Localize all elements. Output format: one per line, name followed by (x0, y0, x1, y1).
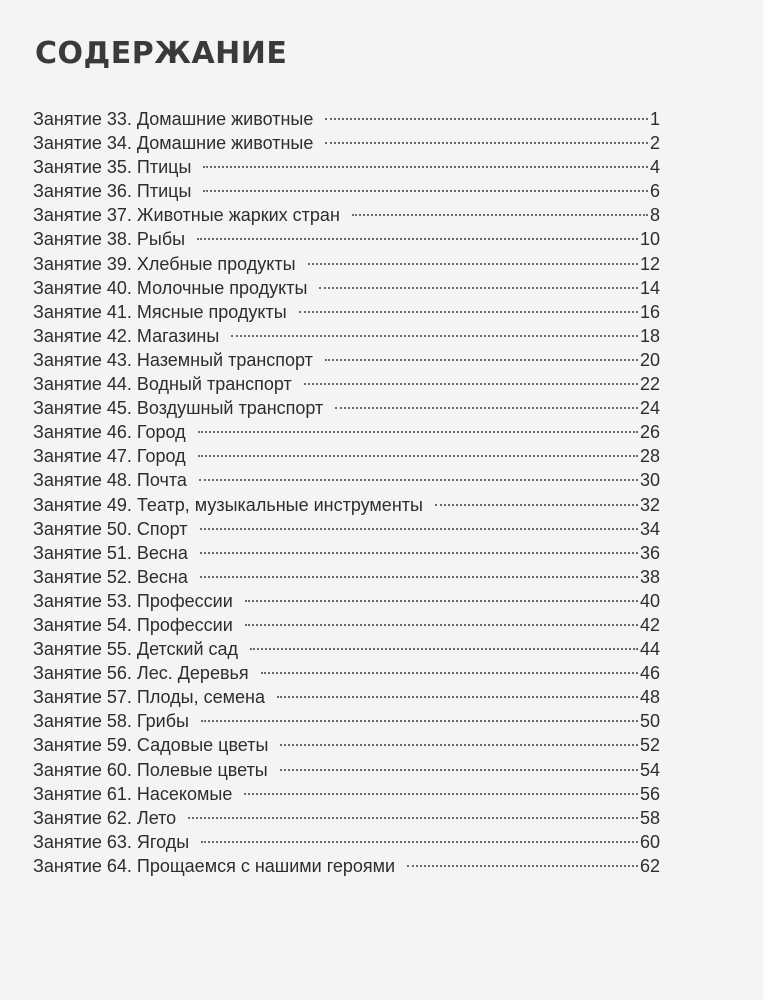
dot-leader (245, 600, 638, 602)
toc-entry (33, 517, 660, 541)
toc-entry-page-number: 6 (649, 181, 660, 202)
dot-leader (201, 841, 638, 843)
toc-entry (33, 589, 660, 613)
toc-entry-title: Занятие 57. Плоды, семена (33, 687, 265, 708)
toc-entry-page-number: 4 (649, 157, 660, 178)
toc-entry (33, 348, 660, 372)
toc-entry-page-number: 50 (639, 711, 660, 732)
dot-leader (199, 479, 638, 481)
toc-entry-title: Занятие 33. Домашние животные (33, 109, 314, 129)
toc-entry-page-number: 36 (639, 542, 660, 563)
toc-entry (33, 806, 660, 830)
toc-entry-page-number: 20 (639, 349, 660, 370)
toc-entry-title: Занятие 41. Мясные продукты (33, 301, 287, 322)
toc-entry-page-number: 40 (639, 590, 660, 611)
page-title: СОДЕРЖАНИЕ (35, 36, 288, 71)
toc-entry (33, 565, 660, 589)
toc-entry (33, 661, 660, 685)
toc-entry (33, 733, 660, 757)
toc-entry-page-number: 16 (639, 301, 660, 322)
toc-entry (33, 709, 660, 733)
toc-entry-page-number: 8 (649, 205, 660, 226)
toc-entry (33, 396, 660, 420)
dot-leader (200, 528, 638, 530)
toc-entry (33, 830, 660, 854)
toc-entry-title: Занятие 56. Лес. Деревья (33, 663, 249, 684)
toc-entry-page-number: 14 (639, 277, 660, 298)
dot-leader (198, 455, 638, 457)
toc-entry-title: Занятие 51. Весна (33, 542, 188, 563)
toc-entry (33, 493, 660, 517)
toc-entry-title: Занятие 61. Насекомые (33, 783, 233, 804)
toc-entry-page-number: 24 (639, 398, 660, 419)
toc-entry-title: Занятие 35. Птицы (33, 157, 192, 178)
dot-leader (277, 696, 638, 698)
toc-entry-title: Занятие 36. Птицы (33, 181, 192, 202)
toc-entry-page-number: 26 (639, 422, 660, 443)
toc-entry-page-number: 58 (639, 807, 660, 828)
toc-entry (33, 468, 660, 492)
toc-entry (33, 613, 660, 637)
dot-leader (231, 335, 638, 337)
toc-entry-title: Занятие 45. Воздушный транспорт (33, 398, 324, 419)
dot-leader (325, 118, 648, 120)
dot-leader (325, 359, 638, 361)
dot-leader (198, 431, 638, 433)
toc-entry-title: Занятие 44. Водный транспорт (33, 374, 292, 395)
toc-entry-title: Занятие 47. Город (33, 446, 186, 467)
toc-entry-page-number: 48 (639, 687, 660, 708)
toc-entry-page-number: 32 (639, 494, 660, 515)
toc-entry-title: Занятие 55. Детский сад (33, 639, 239, 660)
toc-entry-page-number: 46 (639, 663, 660, 684)
dot-leader (245, 624, 638, 626)
toc-entry-page-number: 38 (639, 566, 660, 587)
dot-leader (308, 263, 638, 265)
dot-leader (250, 648, 638, 650)
toc-entry (33, 685, 660, 709)
toc-entry-title: Занятие 34. Домашние животные (33, 133, 314, 154)
toc-entry-page-number: 18 (639, 325, 660, 346)
toc-entry-title: Занятие 63. Ягоды (33, 831, 190, 852)
toc-entry-title: Занятие 37. Животные жарких стран (33, 205, 340, 226)
toc-entry (33, 155, 660, 179)
toc-entry-title: Занятие 53. Профессии (33, 590, 233, 611)
toc-entry-title: Занятие 58. Грибы (33, 711, 189, 732)
toc-entry (33, 300, 660, 324)
dot-leader (201, 720, 638, 722)
toc-entry-page-number: 44 (639, 639, 660, 660)
dot-leader (435, 504, 638, 506)
toc-entry-page-number: 52 (639, 735, 660, 756)
dot-leader (188, 817, 638, 819)
dot-leader (200, 552, 638, 554)
toc-entry (33, 758, 660, 782)
toc-entry-page-number: 56 (639, 783, 660, 804)
toc-entry-page-number: 22 (639, 374, 660, 395)
dot-leader (280, 769, 638, 771)
dot-leader (203, 190, 648, 192)
toc-entry-title: Занятие 59. Садовые цветы (33, 735, 269, 756)
toc-entry (33, 107, 660, 131)
toc-entry (33, 782, 660, 806)
toc-entry-page-number: 10 (639, 229, 660, 250)
toc-entry-page-number: 62 (639, 855, 660, 876)
toc-entry-title: Занятие 46. Город (33, 422, 186, 443)
toc-entry (33, 854, 660, 878)
toc-entry-page-number: 60 (639, 831, 660, 852)
toc-entry-title: Занятие 43. Наземный транспорт (33, 349, 313, 370)
toc-entry-page-number: 28 (639, 446, 660, 467)
toc-entry-page-number: 54 (639, 759, 660, 780)
toc-entry (33, 227, 660, 251)
toc-entry-title: Занятие 54. Профессии (33, 614, 233, 635)
toc-entry (33, 131, 660, 155)
dot-leader (197, 238, 638, 240)
toc-entry-title: Занятие 48. Почта (33, 470, 187, 491)
toc-entry (33, 637, 660, 661)
dot-leader (304, 383, 638, 385)
toc-entry-title: Занятие 52. Весна (33, 566, 188, 587)
dot-leader (203, 166, 648, 168)
toc-entry (33, 372, 660, 396)
toc-entry-title: Занятие 62. Лето (33, 807, 177, 828)
dot-leader (325, 142, 648, 144)
toc-entry (33, 179, 660, 203)
dot-leader (335, 407, 638, 409)
toc-entry-title: Занятие 64. Прощаемся с нашими героями (33, 855, 396, 876)
dot-leader (244, 793, 638, 795)
toc-entry-title: Занятие 40. Молочные продукты (33, 277, 308, 298)
toc-entry (33, 203, 660, 227)
toc-entry-title: Занятие 38. Рыбы (33, 229, 186, 250)
toc-entry (33, 324, 660, 348)
dot-leader (200, 576, 638, 578)
toc-entry (33, 541, 660, 565)
toc-entry (33, 444, 660, 468)
toc-entry (33, 252, 660, 276)
toc-entry-title: Занятие 39. Хлебные продукты (33, 253, 296, 274)
toc-entry-page-number: 2 (649, 133, 660, 154)
toc-entry-page-number: 1 (649, 109, 660, 129)
toc-entry (33, 276, 660, 300)
dot-leader (352, 214, 648, 216)
dot-leader (280, 744, 638, 746)
toc-entry-title: Занятие 42. Магазины (33, 325, 220, 346)
table-of-contents (33, 107, 660, 878)
dot-leader (261, 672, 638, 674)
dot-leader (299, 311, 638, 313)
dot-leader (407, 865, 638, 867)
toc-entry-title: Занятие 49. Театр, музыкальные инструменты (33, 494, 423, 515)
dot-leader (319, 287, 638, 289)
toc-entry-page-number: 12 (639, 253, 660, 274)
toc-entry-page-number: 30 (639, 470, 660, 491)
toc-entry-page-number: 42 (639, 614, 660, 635)
toc-entry (33, 420, 660, 444)
toc-entry-page-number: 34 (639, 518, 660, 539)
toc-entry-title: Занятие 60. Полевые цветы (33, 759, 268, 780)
toc-entry-title: Занятие 50. Спорт (33, 518, 188, 539)
